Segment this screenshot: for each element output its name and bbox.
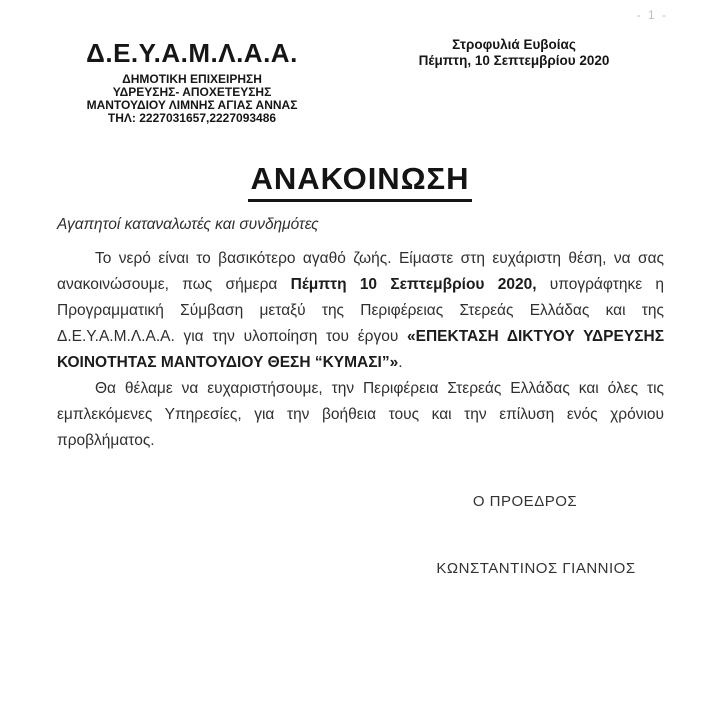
letterhead-subtitle-2: ΥΔΡΕΥΣΗΣ- ΑΠΟΧΕΤΕΥΣΗΣ [112, 85, 272, 99]
announcement-title: ΑΝΑΚΟΙΝΩΣΗ [248, 161, 471, 202]
body-paragraph-2: Θα θέλαμε να ευχαριστήσουμε, την Περιφέρεια Στερεάς Ελλάδας και όλες τις εμπλεκόμενες Υπηρεσίες, για την βοήθεια τους και την επίλυση ενός χρόνιου προβλήματος. [57, 380, 664, 449]
letterhead [50, 38, 334, 125]
dateline [396, 37, 632, 69]
letterhead-phone: ΤΗΛ: 2227031657,2227093486 [107, 111, 277, 125]
signature-role: Ο ΠΡΟΕΔΡΟΣ [472, 493, 578, 510]
dateline-place: Στροφυλιά Ευβοίας [452, 37, 576, 52]
body-paragraph-1: Το νερό είναι το βασικότερο αγαθό ζωής. Είμαστε στη ευχάριστη θέση, να σας ανακοινώσουμε, πως σήμερα Πέμπτη 10 Σεπτεμβρίου 2020, υπογράφτηκε η Προγραμματική Σύμβαση μεταξύ της Περιφέρειας Στερεάς Ελλάδας και της Δ.Ε.Υ.Α.Μ.Λ.Α.Α. για την υλοποίηση του έργου «ΕΠΕΚΤΑΣΗ ΔΙΚΤΥΟΥ ΥΔΡΕΥΣΗΣ ΚΟΙΝΟΤΗΤΑΣ ΜΑΝΤΟΥΔΙΟΥ ΘΕΣΗ “ΚΥΜΑΣΙ”». [57, 250, 665, 371]
letterhead-subtitle-3: ΜΑΝΤΟΥΔΙΟΥ ΛΙΜΝΗΣ ΑΓΙΑΣ ΑΝΝΑΣ [86, 98, 298, 112]
greeting-line: Αγαπητοί καταναλωτές και συνδημότες [57, 216, 319, 233]
signature-name: ΚΩΝΣΤΑΝΤΙΝΟΣ ΓΙΑΝΝΙΟΣ [436, 560, 636, 577]
page-number: - 1 - [636, 8, 668, 22]
title-row [0, 161, 720, 202]
body-text [57, 246, 664, 454]
letterhead-subtitle-1: ΔΗΜΟΤΙΚΗ ΕΠΙΧΕΙΡΗΣΗ [122, 72, 262, 86]
dateline-date: Πέμπτη, 10 Σεπτεμβρίου 2020 [418, 53, 610, 68]
company-name: Δ.Ε.Υ.Α.Μ.Λ.Α.Α. [86, 38, 298, 68]
